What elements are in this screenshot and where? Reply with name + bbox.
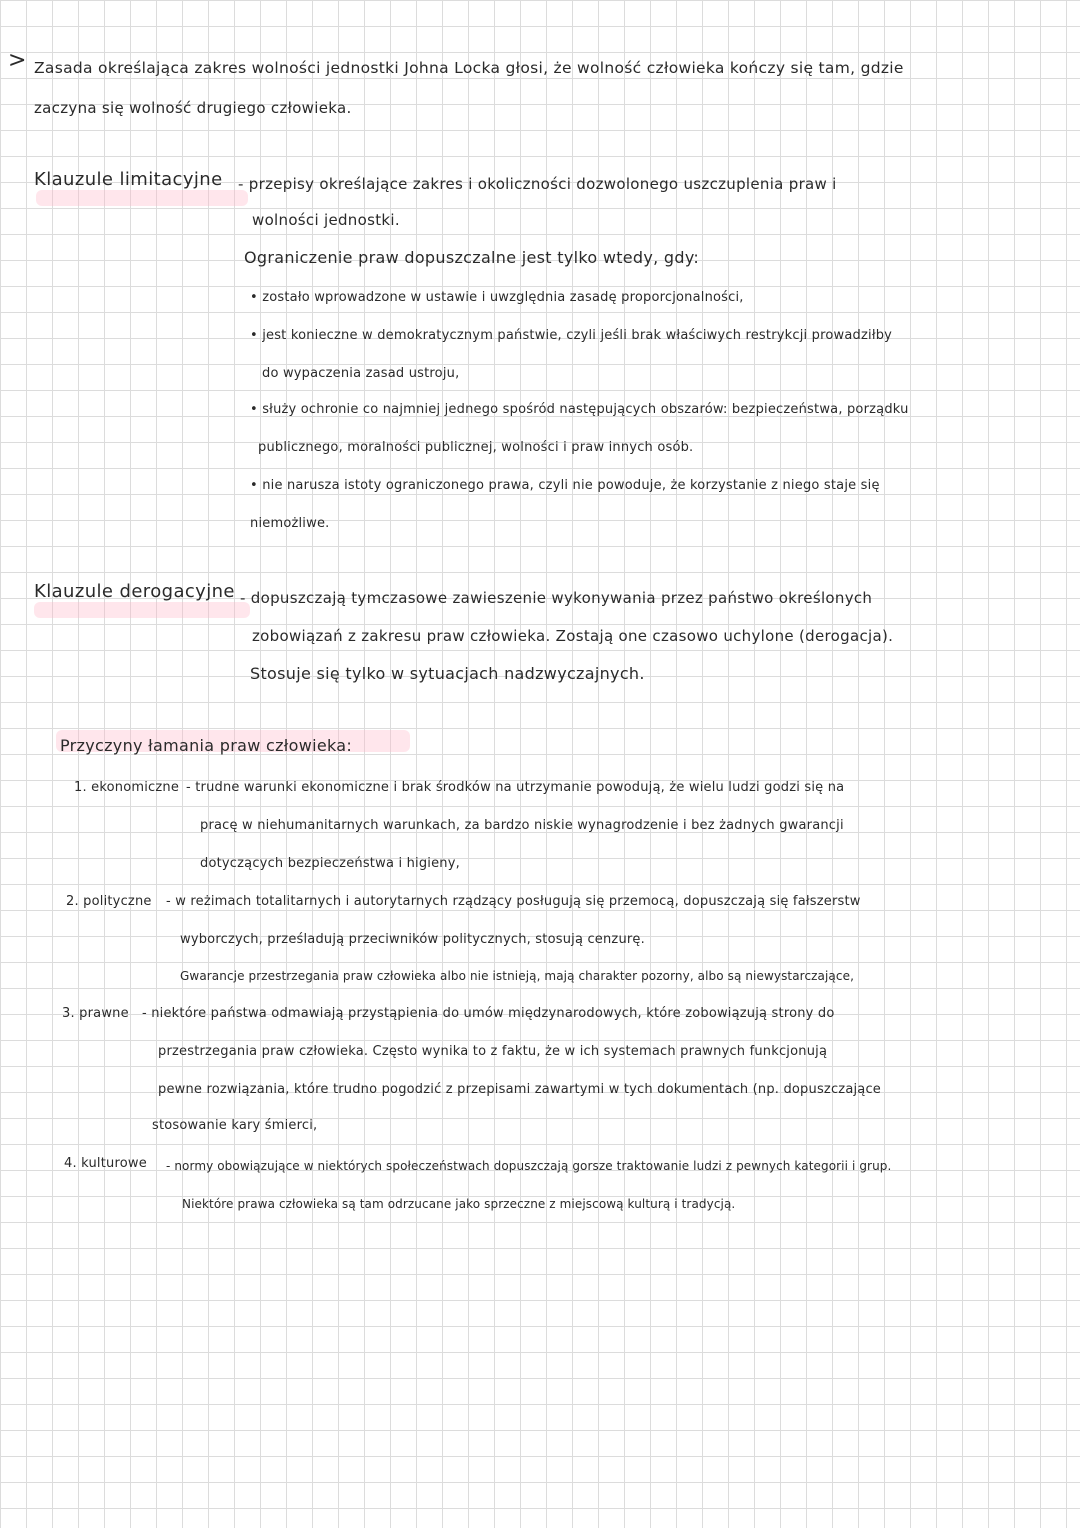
przyczyna-4-line-2: Niektóre prawa człowieka są tam odrzucane jako sprzeczne z miejscową kulturą i tradycją. [182,1197,736,1211]
term-derogacyjne: Klauzule derogacyjne [34,581,235,602]
przyczyna-1-line-1: - trudne warunki ekonomiczne i brak środków na utrzymanie powodują, że wielu ludzi godzi się na [186,780,845,795]
przyczyna-3-label: 3. prawne [62,1006,129,1021]
limitacyjne-item-1: • zostało wprowadzone w ustawie i uwzględnia zasadę proporcjonalności, [250,290,744,305]
limitacyjne-item-4: • nie narusza istoty ograniczonego prawa, czyli nie powoduje, że korzystanie z niego staje się [250,478,880,493]
przyczyna-2-label: 2. polityczne [66,894,152,909]
przyczyna-1-line-3: dotyczących bezpieczeństwa i higieny, [200,856,460,871]
intro-line-2: zaczyna się wolność drugiego człowieka. [34,99,352,117]
derogacyjne-line-1: - dopuszczają tymczasowe zawieszenie wykonywania przez państwo określonych [240,589,873,607]
przyczyny-heading: Przyczyny łamania praw człowieka: [60,736,353,755]
limitacyjne-intro: Ograniczenie praw dopuszczalne jest tylko wtedy, gdy: [244,248,700,267]
limitacyjne-item-3: • służy ochronie co najmniej jednego spośród następujących obszarów: bezpieczeństwa, porządku [250,402,909,417]
przyczyna-3-line-3: pewne rozwiązania, które trudno pogodzić z przepisami zawartymi w tych dokumentach (np. dopuszczające [158,1082,882,1097]
derogacyjne-line-3: Stosuje się tylko w sytuacjach nadzwyczajnych. [250,664,645,683]
przyczyna-1-line-2: pracę w niehumanitarnych warunkach, za bardzo niskie wynagrodzenie i bez żadnych gwarancji [200,818,844,833]
highlight-limitacyjne [36,190,248,206]
limitacyjne-item-4-cont: niemożliwe. [250,516,330,531]
arrow-bullet-icon: > [8,48,27,73]
przyczyna-2-line-2: wyborczych, prześladują przeciwników politycznych, stosują cenzurę. [180,932,645,947]
intro-line-1: Zasada określająca zakres wolności jednostki Johna Locka głosi, że wolność człowieka kończy się tam, gdzie [34,59,904,77]
term-limitacyjne: Klauzule limitacyjne [34,169,223,190]
derogacyjne-line-2: zobowiązań z zakresu praw człowieka. Zostają one czasowo uchylone (derogacja). [252,627,894,645]
przyczyna-2-line-3: Gwarancje przestrzegania praw człowieka albo nie istnieją, mają charakter pozorny, albo są niewystarczające, [180,969,854,983]
przyczyna-1-label: 1. ekonomiczne [74,780,180,795]
przyczyna-2-line-1: - w reżimach totalitarnych i autorytarnych rządzący posługują się przemocą, dopuszczają się fałszerstw [166,894,861,909]
przyczyna-3-line-1: - niektóre państwa odmawiają przystąpienia do umów międzynarodowych, które zobowiązują strony do [142,1006,835,1021]
limitacyjne-def-2: wolności jednostki. [252,211,400,229]
highlight-derogacyjne [34,602,250,618]
przyczyna-3-line-2: przestrzegania praw człowieka. Często wynika to z faktu, że w ich systemach prawnych funkcjonują [158,1044,828,1059]
limitacyjne-item-3-cont: publicznego, moralności publicznej, wolności i praw innych osób. [258,440,694,455]
przyczyna-4-label: 4. kulturowe [64,1156,147,1171]
limitacyjne-item-2: • jest konieczne w demokratycznym państwie, czyli jeśli brak właściwych restrykcji prowadziłby [250,328,893,343]
przyczyna-4-line-1: - normy obowiązujące w niektórych społeczeństwach dopuszczają gorsze traktowanie ludzi z pewnych kategorii i grup. [166,1159,892,1173]
limitacyjne-def-1: - przepisy określające zakres i okoliczności dozwolonego uszczuplenia praw i [238,175,837,193]
przyczyna-3-line-4: stosowanie kary śmierci, [152,1118,318,1133]
limitacyjne-item-2-cont: do wypaczenia zasad ustroju, [262,366,460,381]
